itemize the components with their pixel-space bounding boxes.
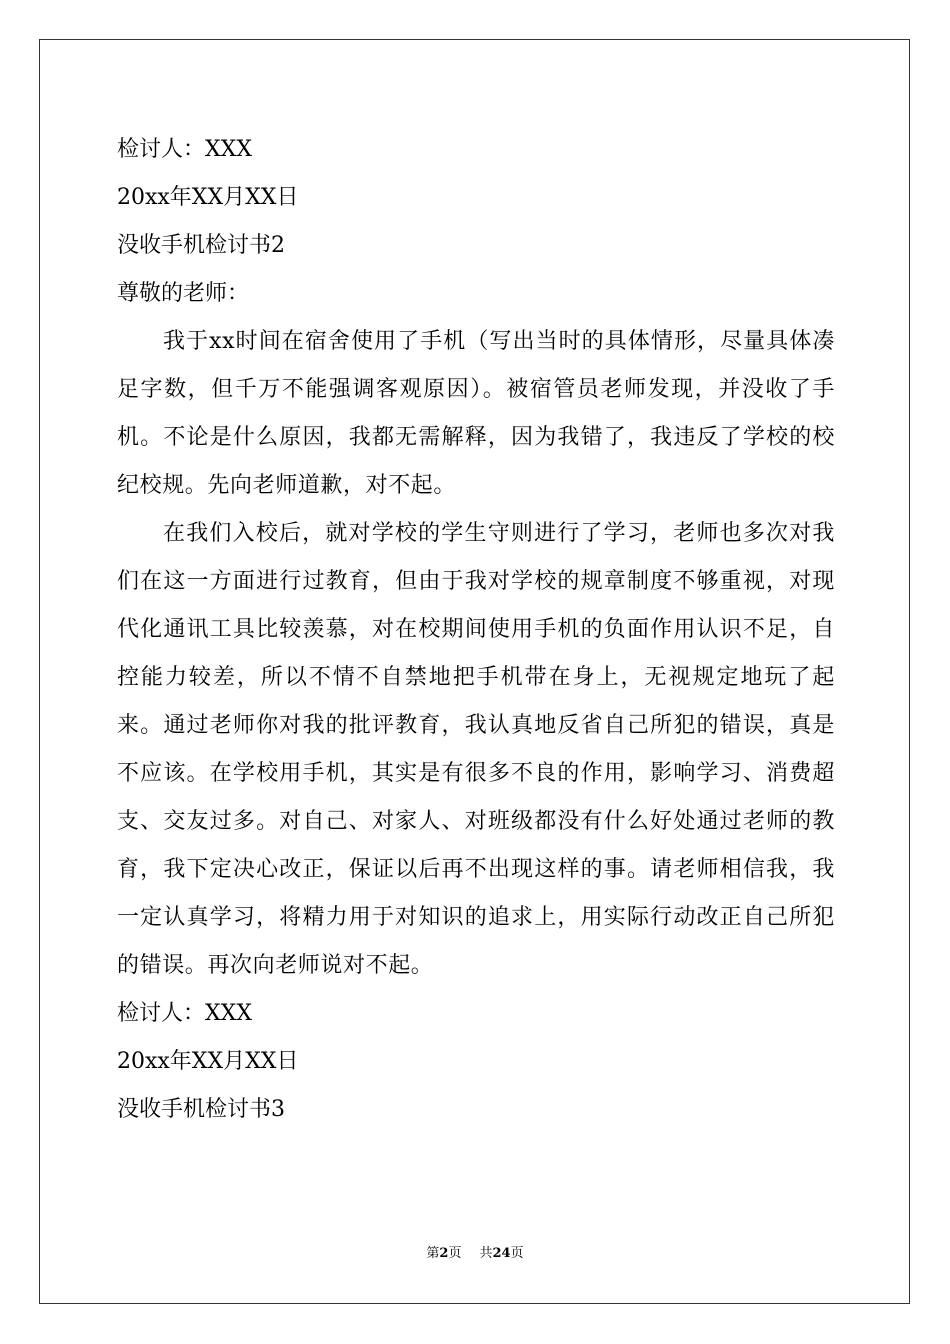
page-prefix: 第 (426, 1246, 440, 1261)
signature-date: 20xx年XX月XX日 (117, 185, 299, 210)
total-prefix: 共 (479, 1246, 493, 1261)
reviewer-signature: 检讨人：XXX (117, 137, 252, 162)
page-suffix: 页 (448, 1246, 462, 1261)
reviewer-signature: 检讨人：XXX (117, 1001, 252, 1026)
page-number: 2 (439, 1246, 449, 1261)
body-paragraph: 在我们入校后，就对学校的学生守则进行了学习，老师也多次对我们在这一方面进行过教育，但由于我对学校的规章制度不够重视，对现代化通讯工具比较羡慕，对在校期间使用手机的负面作用认识不足，自控能力较差，所以不情不自禁地把手机带在身上，无视规定地玩了起来。通过老师你对我的批评教育，我认真地反省自己所犯的错误，真是不应该。在学校用手机，其实是有很多不良的作用，影响学习、消费超支、交友过多。对自己、对家人、对班级都没有什么好处通过老师的教育，我下定决心改正，保证以后再不出现这样的事。请老师相信我，我一定认真学习，将精力用于对知识的追求上，用实际行动改正自己所犯的错误。再次向老师说对不起。 (117, 521, 835, 978)
document-body (117, 126, 835, 1134)
salutation: 尊敬的老师： (117, 281, 250, 306)
total-suffix: 页 (510, 1246, 524, 1261)
section-title: 没收手机检讨书2 (117, 233, 285, 258)
signature-date: 20xx年XX月XX日 (117, 1049, 299, 1074)
page-footer (0, 1246, 950, 1262)
total-pages: 24 (492, 1246, 511, 1261)
section-title: 没收手机检讨书3 (117, 1097, 285, 1122)
body-paragraph: 我于xx时间在宿舍使用了手机（写出当时的具体情形，尽量具体凑足字数，但千万不能强调客观原因）。被宿管员老师发现，并没收了手机。不论是什么原因，我都无需解释，因为我错了，我违反了学校的校纪校规。先向老师道歉，对不起。 (117, 329, 835, 498)
